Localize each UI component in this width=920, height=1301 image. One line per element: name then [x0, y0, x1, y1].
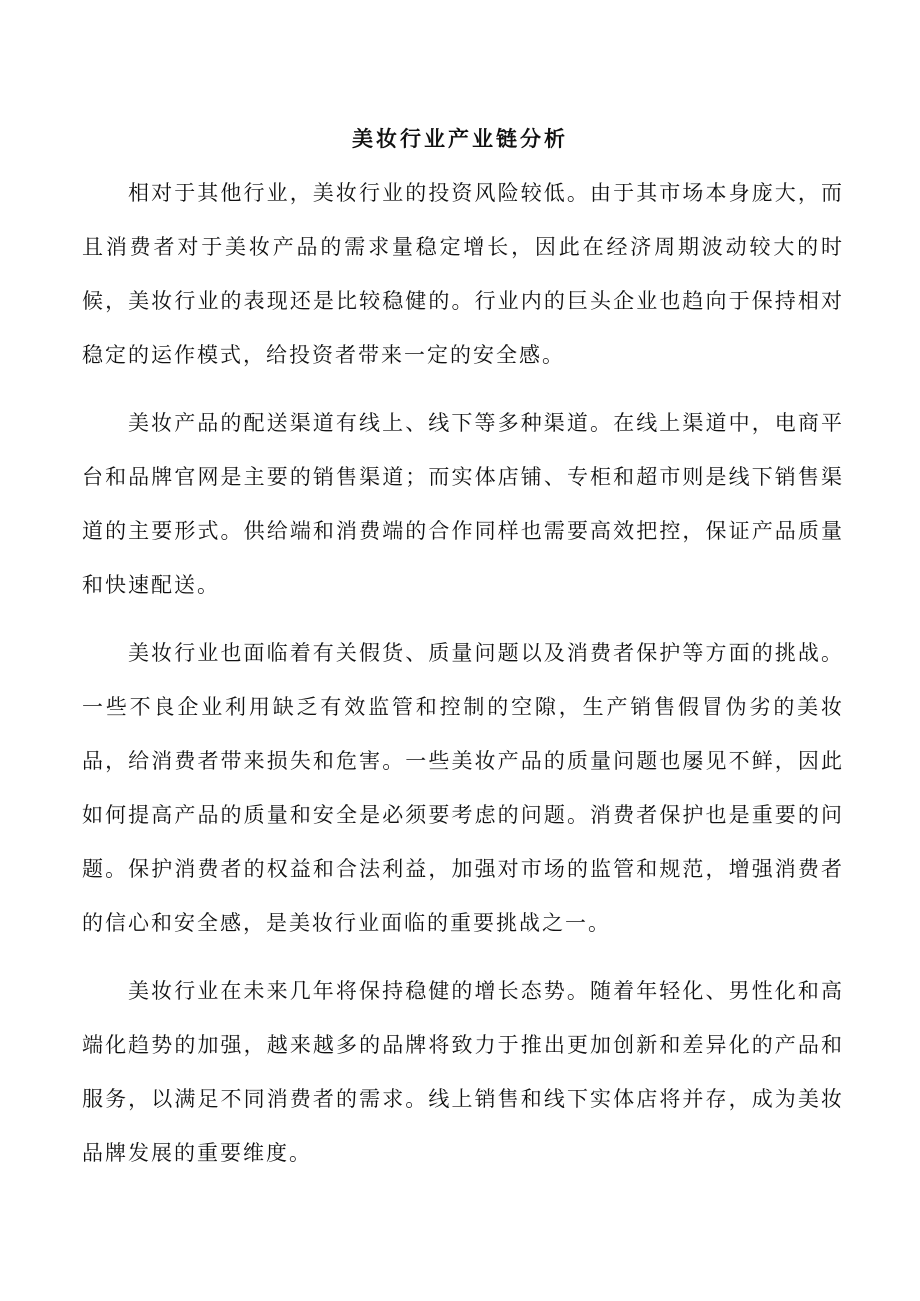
document-title: 美妆行业产业链分析 — [352, 126, 568, 151]
paragraph-3: 美妆行业也面临着有关假货、质量问题以及消费者保护等方面的挑战。一些不良企业利用缺乏有效监管和控制的空隙，生产销售假冒伪劣的美妆品，给消费者带来损失和危害。一些美妆产品的质量问题也屡见不鲜，因此如何提高产品的质量和安全是必须要考虑的问题。消费者保护也是重要的问题。保护消费者的权益和合法利益，加强对市场的监管和规范，增强消费者的信心和安全感，是美妆行业面临的重要挑战之一。 — [82, 641, 844, 935]
paragraph-2: 美妆产品的配送渠道有线上、线下等多种渠道。在线上渠道中，电商平台和品牌官网是主要的销售渠道；而实体店铺、专柜和超市则是线下销售渠道的主要形式。供给端和消费端的合作同样也需要高效把控，保证产品质量和快速配送。 — [82, 411, 844, 597]
paragraph-4: 美妆行业在未来几年将保持稳健的增长态势。随着年轻化、男性化和高端化趋势的加强，越来越多的品牌将致力于推出更加创新和差异化的产品和服务，以满足不同消费者的需求。线上销售和线下实体店将并存，成为美妆品牌发展的重要维度。 — [82, 979, 844, 1165]
document-body — [82, 166, 844, 1194]
paragraph-1: 相对于其他行业，美妆行业的投资风险较低。由于其市场本身庞大，而且消费者对于美妆产品的需求量稳定增长，因此在经济周期波动较大的时候，美妆行业的表现还是比较稳健的。行业内的巨头企业也趋向于保持相对稳定的运作模式，给投资者带来一定的安全感。 — [82, 181, 844, 367]
